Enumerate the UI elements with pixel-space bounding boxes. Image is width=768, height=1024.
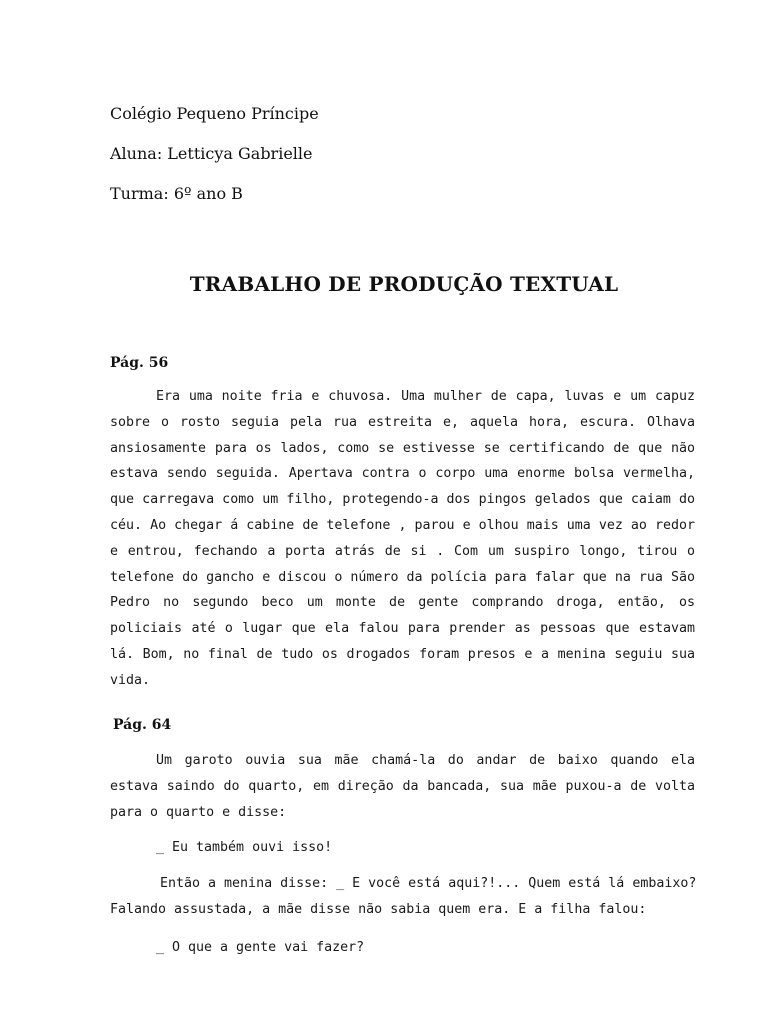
- narration-line-1: Então a menina disse: _ E você está aqui?!... Quem está lá embaixo?: [160, 876, 697, 891]
- section-label-pag-64: Pág. 64: [113, 717, 172, 733]
- dialogue-line-2: _ O que a gente vai fazer?: [156, 940, 365, 955]
- document-title: TRABALHO DE PRODUÇÃO TEXTUAL: [189, 272, 619, 296]
- school-name: Colégio Pequeno Príncipe: [110, 104, 319, 123]
- student-name: Aluna: Letticya Gabrielle: [110, 144, 313, 163]
- class-name: Turma: 6º ano B: [110, 184, 243, 203]
- story-paragraph-pag-56: Era uma noite fria e chuvosa. Uma mulher de capa, luvas e um capuz sobre o rosto seguia pela rua estreita e, aquela hora, escura. Olhava ansiosamente para os lados, como se estivesse se certificando de que não estava sendo seguida. Apertava contra o corpo uma enorme bolsa vermelha, que carregava como um filho, protegendo-a dos pingos gelados que caiam do céu. Ao chegar á cabine de telefone , parou e olhou mais uma vez ao redor e entrou, fechando a porta atrás de si . Com um suspiro longo, tirou o telefone do gancho e discou o número da polícia para falar que na rua São Pedro no segundo beco um monte de gente comprando droga, então, os policiais até o lugar que ela falou para prender as pessoas que estavam lá. Bom, no final de tudo os drogados foram presos e a menina seguiu sua vida.: [110, 389, 695, 688]
- narration-line-2: Falando assustada, a mãe disse não sabia quem era. E a filha falou:: [110, 902, 647, 917]
- dialogue-line-1: _ Eu também ouvi isso!: [156, 840, 333, 855]
- story-paragraph-pag-64: Um garoto ouvia sua mãe chamá-la do andar de baixo quando ela estava saindo do quarto, em direção da bancada, sua mãe puxou-a de volta para o quarto e disse:: [110, 753, 695, 820]
- section-label-pag-56: Pág. 56: [110, 355, 169, 371]
